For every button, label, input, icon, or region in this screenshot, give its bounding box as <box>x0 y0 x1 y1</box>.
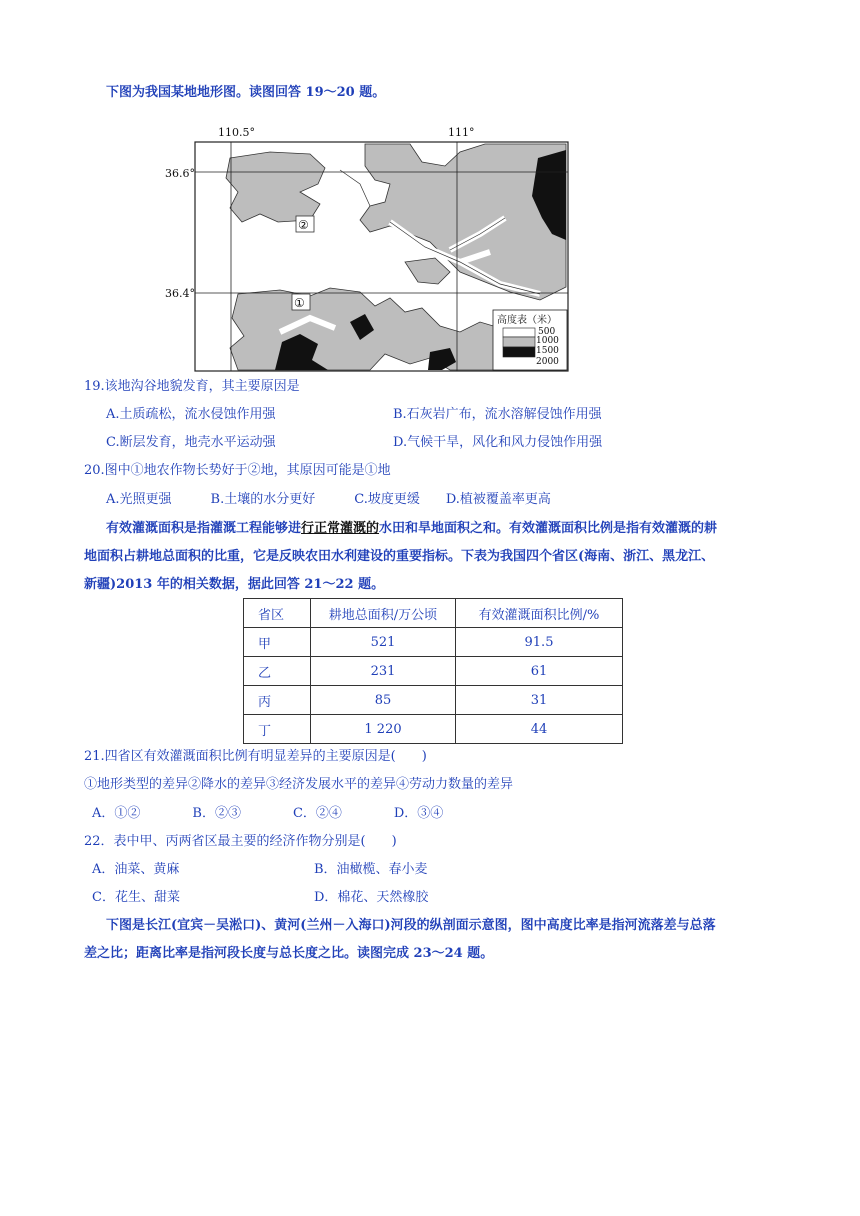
table-cell: 31 <box>456 686 623 715</box>
q22-option-a: A．油菜、黄麻 <box>92 862 180 877</box>
marker-1: ① <box>294 296 305 310</box>
intro-paragraph-2-line3: 新疆)2013 年的相关数据，据此回答 21～22 题。 <box>84 577 385 592</box>
table-header-province: 省区 <box>244 599 311 628</box>
q21-factors: ①地形类型的差异②降水的差异③经济发展水平的差异④劳动力数量的差异 <box>84 777 514 792</box>
legend-value-500: 500 <box>538 327 556 337</box>
table-cell: 231 <box>311 657 456 686</box>
q19-option-d: D.气候干旱，风化和风力侵蚀作用强 <box>393 435 603 450</box>
q21-options: A．①② B．②③ C．②④ D．③④ <box>92 806 444 821</box>
table-cell: 丙 <box>244 686 311 715</box>
legend-swatch-low <box>503 328 535 337</box>
table-cell: 乙 <box>244 657 311 686</box>
lon-label-right: 111° <box>448 126 475 139</box>
legend-swatch-high <box>503 347 535 357</box>
intro2-text-b: 水田和旱地面积之和。有效灌溉面积比例是指有效灌溉的耕 <box>379 521 718 536</box>
table-row <box>244 686 623 715</box>
table-cell: 61 <box>456 657 623 686</box>
table-cell: 44 <box>456 715 623 744</box>
intro2-text-a: 有效灌溉面积是指灌溉工程能够进 <box>106 521 302 536</box>
legend-title: 高度表（米） <box>497 315 557 326</box>
table-cell: 甲 <box>244 628 311 657</box>
lat-label-bottom: 36.4° <box>165 287 195 300</box>
legend-value-1000: 1000 <box>536 336 559 346</box>
table-cell: 91.5 <box>456 628 623 657</box>
legend-swatch-mid <box>503 337 535 347</box>
table-header-row <box>244 599 623 628</box>
table-cell: 521 <box>311 628 456 657</box>
intro-paragraph-1: 下图为我国某地地形图。读图回答 19～20 题。 <box>106 85 386 100</box>
intro2-underlined: 行正常灌溉的 <box>301 521 380 536</box>
marker-2: ② <box>298 218 309 232</box>
q20-options: A.光照更强 B.土壤的水分更好 C.坡度更缓 D.植被覆盖率更高 <box>106 492 551 507</box>
table-cell: 丁 <box>244 715 311 744</box>
table-row <box>244 657 623 686</box>
table-cell: 1 220 <box>311 715 456 744</box>
q22-option-d: D．棉花、天然橡胶 <box>314 890 429 905</box>
q19-option-c: C.断层发育，地壳水平运动强 <box>106 435 276 450</box>
q19-option-b: B.石灰岩广布，流水溶解侵蚀作用强 <box>393 407 602 422</box>
intro-paragraph-3-line1: 下图是长江(宜宾－吴淞口)、黄河(兰州－入海口)河段的纵剖面示意图，图中高度比率是指河流落差与总落 <box>106 918 716 933</box>
q20-stem: 20.图中①地农作物长势好于②地，其原因可能是①地 <box>84 463 391 478</box>
legend-value-2000: 2000 <box>536 357 559 367</box>
table-row <box>244 715 623 744</box>
q19-stem: 19.该地沟谷地貌发育，其主要原因是 <box>84 379 300 394</box>
q22-stem: 22．表中甲、丙两省区最主要的经济作物分别是( ) <box>84 834 397 849</box>
lat-label-top: 36.6° <box>165 167 195 180</box>
q19-option-a: A.土质疏松，流水侵蚀作用强 <box>106 407 276 422</box>
q21-stem: 21.四省区有效灌溉面积比例有明显差异的主要原因是( ) <box>84 749 427 764</box>
table-header-area: 耕地总面积/万公顷 <box>311 599 456 628</box>
table-row <box>244 628 623 657</box>
q22-option-c: C．花生、甜菜 <box>92 890 180 905</box>
table-header-ratio: 有效灌溉面积比例/% <box>456 599 623 628</box>
legend-value-1500: 1500 <box>536 346 559 356</box>
elevation-legend <box>493 310 567 370</box>
intro-paragraph-2-line1 <box>106 520 717 538</box>
intro-paragraph-3-line2: 差之比；距离比率是指河段长度与总长度之比。读图完成 23～24 题。 <box>84 946 494 961</box>
lon-label-left: 110.5° <box>218 126 255 139</box>
table-cell: 85 <box>311 686 456 715</box>
intro-paragraph-2-line2: 地面积占耕地总面积的比重，它是反映农田水利建设的重要指标。下表为我国四个省区(海南、浙江、黑龙江、 <box>84 549 715 564</box>
q22-option-b: B．油橄榄、春小麦 <box>314 862 428 877</box>
topographic-map <box>160 122 580 378</box>
data-table <box>243 598 623 744</box>
